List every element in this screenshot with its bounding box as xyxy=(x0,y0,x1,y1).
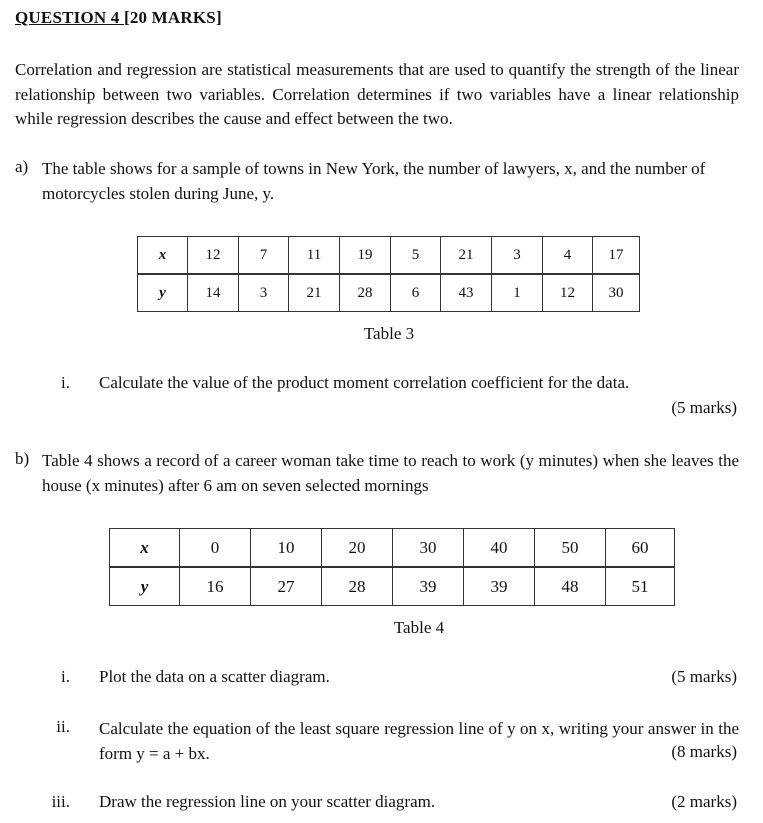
table-row xyxy=(138,274,640,312)
part-b-label: b) xyxy=(15,449,30,468)
table-cell: 11 xyxy=(289,237,340,275)
table-cell: 12 xyxy=(188,237,239,275)
question-number: QUESTION 4 xyxy=(15,8,124,27)
table-header-x: x xyxy=(138,237,188,275)
table-cell: 16 xyxy=(180,567,251,606)
part-a-i-label: i. xyxy=(61,373,70,392)
part-b-iii-marks: (2 marks) xyxy=(671,792,737,811)
table-cell: 5 xyxy=(391,237,441,275)
table-cell: 30 xyxy=(393,529,464,568)
table-cell: 17 xyxy=(593,237,640,275)
table-3 xyxy=(137,236,640,312)
part-b-ii-label: ii. xyxy=(56,717,70,736)
question-title xyxy=(15,8,222,28)
table-cell: 27 xyxy=(251,567,322,606)
table-cell: 3 xyxy=(492,237,543,275)
table-header-y: y xyxy=(110,567,180,606)
table-cell: 4 xyxy=(543,237,593,275)
table-cell: 28 xyxy=(340,274,391,312)
table-cell: 6 xyxy=(391,274,441,312)
table-cell: 19 xyxy=(340,237,391,275)
table-cell: 21 xyxy=(441,237,492,275)
table-row xyxy=(138,237,640,275)
intro-paragraph: Correlation and regression are statistical measurements that are used to quantify the strength of the linear relationship between two variables. Correlation determines if two variables have a linear relationship while regression describes the cause and effect between the two. xyxy=(15,60,739,128)
table-cell: 51 xyxy=(606,567,675,606)
table-cell: 14 xyxy=(188,274,239,312)
part-b-ii-text xyxy=(99,717,739,766)
question-marks: [20 MARKS] xyxy=(123,8,222,27)
table-cell: 3 xyxy=(239,274,289,312)
table-3-caption: Table 3 xyxy=(363,324,415,343)
table-cell: 20 xyxy=(322,529,393,568)
table-cell: 60 xyxy=(606,529,675,568)
part-b-ii-text-content: Calculate the equation of the least square regression line of y on x, writing your answer in the form y = a + bx. xyxy=(99,719,739,763)
table-row xyxy=(110,529,675,568)
table-cell: 21 xyxy=(289,274,340,312)
part-b-text: Table 4 shows a record of a career woman take time to reach to work (y minutes) when she leaves the house (x minutes) after 6 am on seven selected mornings xyxy=(42,451,739,495)
part-b-ii-marks: (8 marks) xyxy=(671,742,737,761)
table-cell: 0 xyxy=(180,529,251,568)
table-cell: 40 xyxy=(464,529,535,568)
table-header-y: y xyxy=(138,274,188,312)
table-cell: 28 xyxy=(322,567,393,606)
part-a-label: a) xyxy=(15,157,29,176)
part-a-i-marks: (5 marks) xyxy=(671,398,737,417)
part-b-iii-label: iii. xyxy=(51,792,70,811)
part-a-text: The table shows for a sample of towns in New York, the number of lawyers, x, and the number of motorcycles stolen during June, y. xyxy=(42,159,706,203)
table-header-x: x xyxy=(110,529,180,568)
table-cell: 10 xyxy=(251,529,322,568)
part-b-i-text: Plot the data on a scatter diagram. xyxy=(99,667,330,686)
part-b-iii-text: Draw the regression line on your scatter diagram. xyxy=(99,792,436,811)
part-b-i-marks: (5 marks) xyxy=(671,667,737,686)
part-a-i-text: Calculate the value of the product moment correlation coefficient for the data. xyxy=(99,373,630,392)
table-row xyxy=(110,567,675,606)
table-cell: 48 xyxy=(535,567,606,606)
table-cell: 12 xyxy=(543,274,593,312)
table-cell: 30 xyxy=(593,274,640,312)
table-cell: 43 xyxy=(441,274,492,312)
table-cell: 39 xyxy=(393,567,464,606)
table-cell: 7 xyxy=(239,237,289,275)
table-cell: 39 xyxy=(464,567,535,606)
table-4-caption: Table 4 xyxy=(393,618,445,637)
table-4 xyxy=(109,528,675,606)
table-cell: 50 xyxy=(535,529,606,568)
part-b-i-label: i. xyxy=(61,667,70,686)
table-cell: 1 xyxy=(492,274,543,312)
